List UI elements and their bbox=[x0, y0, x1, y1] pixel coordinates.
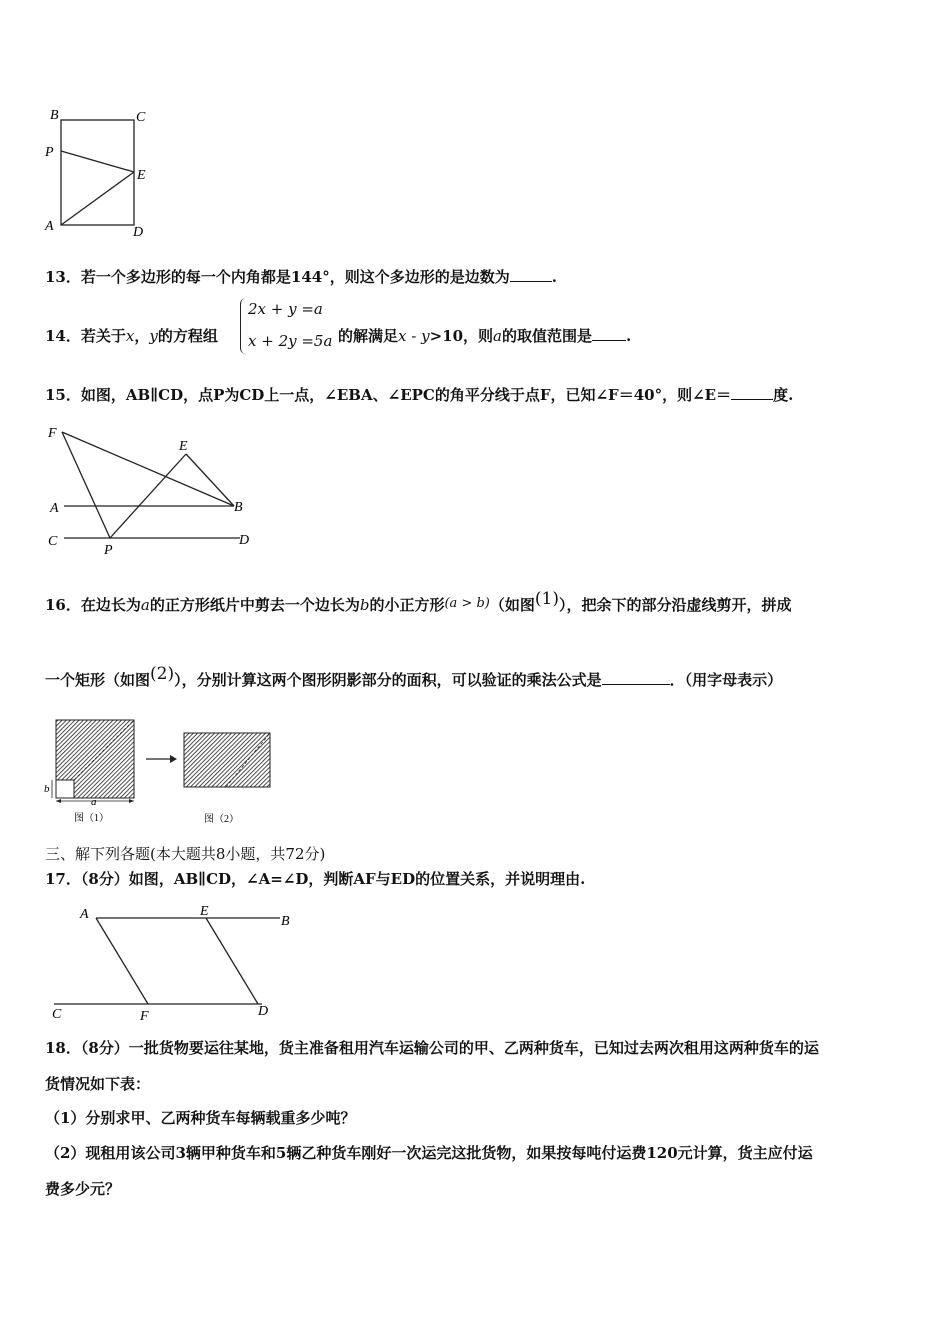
question-text-end: . bbox=[551, 268, 557, 286]
question-text: 如图，AB∥CD，点P为CD上一点，∠EBA、∠EPC的角平分线于点F，已知∠F＝40°，则∠E＝ bbox=[80, 386, 732, 404]
question-13 bbox=[45, 267, 557, 287]
figure-rectangle-pe bbox=[40, 105, 160, 240]
var-b: b bbox=[359, 596, 370, 614]
question-text-end: . bbox=[625, 327, 632, 345]
question-15 bbox=[45, 385, 793, 405]
label-f: F bbox=[140, 1009, 149, 1024]
question-17 bbox=[45, 869, 585, 889]
text-4: （如图 bbox=[489, 596, 535, 614]
fig-ref-1: (1) bbox=[534, 589, 559, 609]
text-3: 的小正方形 bbox=[369, 596, 445, 614]
var-a: a bbox=[140, 596, 150, 614]
question-16-line-2 bbox=[45, 664, 782, 690]
small-square bbox=[56, 780, 74, 798]
question-number: 18． bbox=[45, 1039, 81, 1057]
figure-parallelogram-aefd bbox=[40, 900, 300, 1025]
label-p: P bbox=[45, 145, 54, 160]
label-e: E bbox=[179, 439, 188, 454]
answer-blank bbox=[592, 326, 626, 341]
answer-blank bbox=[731, 385, 773, 400]
question-number: 15． bbox=[45, 386, 81, 404]
label-f: F bbox=[48, 426, 57, 441]
question-number: 13． bbox=[45, 268, 81, 286]
label-p: P bbox=[104, 543, 113, 558]
question-text-5: 的取值范围是 bbox=[501, 327, 592, 345]
question-text-2: 的方程组 bbox=[157, 327, 218, 345]
text-7: ），分别计算这两个图形阴影部分的面积，可以验证的乘法公式是 bbox=[174, 671, 602, 689]
question-18-sub-2-line-2: 费多少元？ bbox=[45, 1180, 121, 1198]
system-brace bbox=[240, 298, 247, 354]
question-text-3: 的解满足 bbox=[338, 327, 399, 345]
text-1: 在边长为 bbox=[80, 596, 141, 614]
text-5: ），把余下的部分沿虚线剪开，拼成 bbox=[558, 596, 792, 614]
question-number: 17． bbox=[45, 870, 81, 888]
question-18-line-1 bbox=[45, 1038, 819, 1058]
label-c: C bbox=[52, 1007, 62, 1022]
figure-parallel-lines-fepb bbox=[40, 420, 270, 560]
question-16-line-1 bbox=[45, 589, 791, 615]
caption-fig-2: 图（2） bbox=[204, 814, 239, 825]
question-number: 14． bbox=[45, 327, 81, 345]
answer-blank bbox=[510, 267, 552, 282]
comma: ， bbox=[134, 327, 150, 345]
label-e: E bbox=[137, 168, 146, 183]
question-18-sub-1: （1）分别求甲、乙两种货车每辆载重多少吨？ bbox=[45, 1109, 356, 1127]
label-d: D bbox=[239, 533, 250, 548]
label-a: A bbox=[50, 501, 59, 516]
question-text: （8分）一批货物要运往某地，货主准备租用汽车运输公司的甲、乙两种货车，已知过去两次租用这两种货车的运 bbox=[80, 1039, 819, 1057]
label-d: D bbox=[258, 1004, 269, 1019]
caption-fig-1: 图（1） bbox=[74, 813, 109, 824]
question-text-end: 度. bbox=[773, 386, 794, 404]
text-6: 一个矩形（如图 bbox=[45, 671, 151, 689]
equation-1: 2x + y =a bbox=[248, 300, 323, 318]
question-14-suffix bbox=[338, 326, 631, 346]
label-c: C bbox=[136, 110, 146, 125]
label-a: a bbox=[91, 796, 97, 808]
question-text: 若关于 bbox=[80, 327, 126, 345]
answer-blank bbox=[602, 670, 670, 685]
label-b: B bbox=[281, 914, 290, 929]
condition: x - y bbox=[398, 327, 430, 345]
label-e: E bbox=[200, 904, 209, 919]
var-x: x bbox=[125, 327, 135, 345]
text-8: ．（用字母表示） bbox=[669, 671, 783, 689]
label-a: A bbox=[80, 907, 89, 922]
text-2: 的正方形纸片中剪去一个边长为 bbox=[149, 596, 360, 614]
fig-ref-2: (2) bbox=[150, 664, 175, 684]
figure-squares bbox=[40, 712, 290, 832]
var-a: a bbox=[493, 327, 502, 345]
question-18-line-2: 货情况如下表： bbox=[45, 1075, 151, 1093]
question-18-sub-2-line-1: （2）现租用该公司3辆甲种货车和5辆乙种货车刚好一次运完这批货物，如果按每吨付运费120元计算，货主应付运 bbox=[45, 1144, 813, 1162]
condition: (a > b) bbox=[444, 596, 490, 611]
result-rectangle bbox=[184, 733, 270, 787]
label-b: B bbox=[50, 108, 59, 123]
question-text-4: >10，则 bbox=[429, 327, 494, 345]
var-y: y bbox=[149, 327, 158, 345]
question-number: 16． bbox=[45, 596, 81, 614]
question-text: （8分）如图，AB∥CD，∠A=∠D，判断AF与ED的位置关系，并说明理由. bbox=[80, 870, 586, 888]
question-14-prefix bbox=[45, 326, 218, 346]
label-d: D bbox=[133, 225, 144, 240]
label-b: B bbox=[234, 500, 243, 515]
label-b: b bbox=[44, 783, 50, 795]
equation-2: x + 2y =5a bbox=[248, 332, 333, 350]
question-text: 若一个多边形的每一个内角都是144°，则这个多边形的是边数为 bbox=[80, 268, 510, 286]
section-heading: 三、解下列各题(本大题共8小题，共72分) bbox=[45, 845, 326, 863]
label-c: C bbox=[48, 534, 58, 549]
label-a: A bbox=[45, 219, 54, 234]
